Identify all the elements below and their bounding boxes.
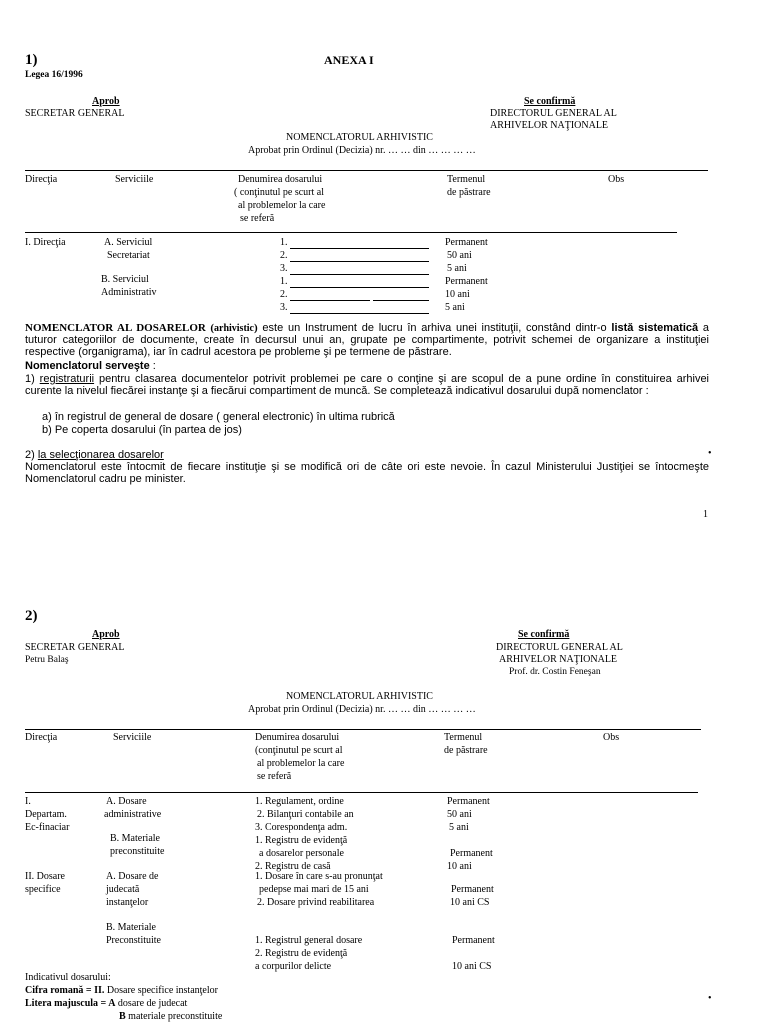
blank-field (290, 304, 429, 314)
blank-number: 1. (280, 237, 288, 248)
blank-number: 3. (280, 302, 288, 313)
blank-field (290, 252, 429, 262)
file-name: 1. Regulament, ordine (255, 796, 344, 807)
indicative-bold: B (119, 1011, 126, 1022)
header-direction-2: Direcţia (25, 732, 58, 743)
nomenclator-definition (25, 323, 709, 358)
term-value: Permanent (445, 276, 488, 287)
nomenclator-title-2: NOMENCLATORUL ARHIVISTIC (286, 691, 433, 702)
file-name: 2. Registru de casă (255, 861, 331, 872)
header-term-line: Termenul (444, 732, 483, 743)
terms-group3 (452, 934, 495, 973)
term-value: 5 ani (449, 822, 469, 833)
service-a-line: Secretariat (107, 250, 150, 261)
names-group1 (255, 795, 354, 873)
header-name-2 (255, 731, 344, 783)
page2-bullet: • (708, 993, 712, 1004)
names-group3 (255, 934, 362, 973)
director-line2: ARHIVELOR NAŢIONALE (490, 120, 609, 131)
header-term-line: Termenul (447, 174, 486, 185)
header-term-2 (444, 731, 488, 757)
header-term-line: de păstrare (444, 745, 488, 756)
blank-field (290, 291, 370, 301)
header-obs-2: Obs (603, 732, 620, 743)
term-value: 50 ani (447, 809, 472, 820)
service-preconstituted-2 (106, 921, 161, 947)
confirm-label: Se confirmă (524, 96, 576, 107)
page2-number: 2) (25, 608, 38, 624)
item-selection-text: Nomenclatorul este întocmit de fiecare instituţie şi se modifică ori de câte ori este nevoie. În cazul Ministerului Justiţiei se întocmeşte Nomenclatorul cadru pe minister. (25, 461, 709, 485)
header-name (234, 173, 326, 225)
header-obs: Obs (608, 174, 625, 185)
serves-heading (25, 361, 709, 373)
header-direction: Direcţia (25, 174, 58, 185)
item-number: 2) (25, 449, 38, 461)
item-text: pentru clasarea documentelor potrivit problemei pe care o conţine şi are scopul de a pune ordine în constituirea arhivei curente la nivelul fiecărei instanţe şi a fiecărui compartiment de muncă. Se completează indicativul dosarului după nomenclator : (25, 373, 710, 397)
service-a-line: A. Serviciul (104, 237, 153, 248)
item-underlined: registraturii (39, 373, 95, 385)
term-value: 5 ani (447, 263, 467, 274)
service-b-line: B. Serviciul (101, 274, 149, 285)
item-sub-a: a) în registrul de general de dosare ( general electronic) în ultima rubrică (42, 411, 395, 423)
item-underlined: la selecţionarea dosarelor (37, 449, 164, 461)
indicative-line (25, 997, 222, 1010)
blank-line (280, 301, 429, 314)
direction-economic (25, 795, 69, 834)
header-name-line: se referă (240, 213, 275, 224)
approve-label: Aprob (92, 96, 120, 107)
director-name: Prof. dr. Costin Feneşan (509, 667, 601, 677)
indicative-bold: Cifra romană = II. (25, 985, 105, 996)
names-group2 (255, 870, 383, 909)
service-line: preconstituite (110, 846, 165, 857)
def-bold: arhivistic (214, 323, 254, 334)
service-line: administrative (104, 809, 162, 820)
term-value: 10 ani CS (450, 897, 490, 908)
term-value: 10 ani (445, 289, 470, 300)
service-line: A. Dosare (106, 796, 147, 807)
indicative-text: Dosare specifice instanţelor (104, 985, 218, 996)
header-services-2: Serviciile (113, 732, 152, 743)
file-name: pedepse mai mari de 15 ani (259, 884, 369, 895)
direction-line: Ec-finaciar (25, 822, 70, 833)
indicative-bold: Litera majuscula = A (25, 998, 116, 1009)
indicative-title: Indicativul dosarului: (25, 972, 111, 983)
file-name: 1. Dosare în care s-au pronunţat (255, 871, 383, 882)
file-name: 1. Registrul general dosare (255, 935, 363, 946)
def-text: a tuturor categoriilor de documente, create în decursul unui an, grupate pe compartimente, potrivit schemei de organizare a instituţiei respective (organigrama), iar în cadrul acestora pe probleme şi pe termene de păstrare. (25, 322, 709, 358)
blank-line (280, 249, 429, 262)
blank-line (280, 236, 429, 249)
blank-number: 3. (280, 263, 288, 274)
secretary-label-2: SECRETAR GENERAL (25, 642, 125, 653)
indicative-block (25, 971, 222, 1023)
approved-by-line-2: Aprobat prin Ordinul (Decizia) nr. … … din … … … … (248, 704, 476, 715)
file-name: 2. Bilanţuri contabile an (257, 809, 354, 820)
item-registratura (25, 374, 709, 398)
director-line1: DIRECTORUL GENERAL AL (490, 108, 617, 119)
page1-number: 1) (25, 52, 38, 68)
service-line: B. Materiale (110, 833, 160, 844)
law-reference: Legea 16/1996 (25, 70, 83, 80)
direction-line: II. Dosare (25, 871, 65, 882)
blank-number: 2. (280, 289, 288, 300)
term-value: 50 ani (447, 250, 472, 261)
file-name: 3. Corespondenţa adm. (255, 822, 348, 833)
header-bottom-rule-2 (25, 792, 698, 793)
indicative-line (25, 984, 222, 997)
term-value (447, 834, 493, 847)
indicative-text: materiale preconstituite (125, 1011, 223, 1022)
def-bold: NOMENCLATOR AL DOSARELOR ( (25, 322, 214, 334)
blank-line (280, 262, 429, 275)
header-name-line: al problemelor la care (257, 758, 345, 769)
term-value: 5 ani (445, 302, 465, 313)
service-b (101, 273, 157, 299)
service-judgement-files (106, 870, 158, 909)
service-line: judecată (106, 884, 140, 895)
serves-text: : (149, 360, 156, 372)
term-value: Permanent (445, 237, 488, 248)
service-line: instanţelor (106, 897, 149, 908)
direction-specific (25, 870, 65, 896)
secretary-label: SECRETAR GENERAL (25, 108, 125, 119)
terms-column (445, 236, 488, 314)
page1-bullet: • (708, 448, 712, 459)
header-name-line: Denumirea dosarului (238, 174, 323, 185)
def-bold: listă sistematică (611, 322, 699, 334)
def-text: este un Instrument de lucru în arhiva unei instituţii, constând dintr-o (257, 322, 612, 334)
file-name: a dosarelor personale (259, 848, 344, 859)
header-top-rule-2 (25, 729, 701, 730)
director2-line2: ARHIVELOR NAŢIONALE (499, 654, 618, 665)
term-value: Permanent (451, 884, 494, 895)
term-value: 10 ani (447, 861, 472, 872)
file-name: 2. Registru de evidenţă (255, 948, 348, 959)
service-a (104, 236, 152, 262)
term-value: Permanent (450, 848, 493, 859)
header-bottom-rule (25, 232, 677, 233)
annex-title: ANEXA I (324, 53, 374, 67)
item-sub-b: b) Pe coperta dosarului (în partea de jos) (42, 424, 242, 436)
blank-field (290, 278, 429, 288)
header-name-line: Denumirea dosarului (255, 732, 340, 743)
direction-line: Departam. (25, 809, 67, 820)
direction-line: I. (25, 796, 31, 807)
header-term (447, 173, 491, 199)
page1-number-footer: 1 (703, 509, 708, 520)
row-direction: I. Direcţia (25, 237, 66, 248)
director2-line1: DIRECTORUL GENERAL AL (496, 642, 623, 653)
approve-label-2: Aprob (92, 629, 120, 640)
blank-field (290, 239, 429, 249)
blank-number: 2. (280, 250, 288, 261)
blank-line (280, 288, 429, 301)
term-value: Permanent (447, 796, 490, 807)
header-name-line: (conţinutul pe scurt al (255, 745, 343, 756)
approved-by-line: Aprobat prin Ordinul (Decizia) nr. … … din … … … … (248, 145, 476, 156)
service-admin-files (106, 795, 161, 821)
confirm-label-2: Se confirmă (518, 629, 570, 640)
indicative-line (119, 1010, 222, 1023)
blank-field (373, 291, 429, 301)
header-top-rule (25, 170, 708, 171)
terms-group1 (447, 795, 493, 873)
nomenclator-title: NOMENCLATORUL ARHIVISTIC (286, 132, 433, 143)
term-value: Permanent (452, 935, 495, 946)
item-number: 1) (25, 373, 40, 385)
service-preconstituted (110, 832, 164, 858)
header-term-line: de păstrare (447, 187, 491, 198)
serves-bold: Nomenclatorul serveşte (25, 360, 150, 372)
terms-group2 (451, 883, 494, 909)
header-name-line: se referă (257, 771, 292, 782)
service-line: B. Materiale (106, 922, 156, 933)
indicative-text: dosare de judecat (115, 998, 188, 1009)
blank-number: 1. (280, 276, 288, 287)
header-services: Serviciile (115, 174, 154, 185)
direction-line: specifice (25, 884, 61, 895)
blank-line (280, 275, 429, 288)
header-name-line: al problemelor la care (238, 200, 326, 211)
secretary-name: Petru Balaş (25, 655, 69, 665)
service-line: Preconstituite (106, 935, 161, 946)
header-name-line: ( conţinutul pe scurt al (234, 187, 324, 198)
blank-field (290, 265, 429, 275)
file-name: a corpurilor delicte (255, 961, 332, 972)
file-name: 2. Dosare privind reabilitarea (257, 897, 375, 908)
blank-lines (280, 236, 429, 314)
def-bold: ) (254, 322, 258, 334)
term-value: 10 ani CS (452, 961, 492, 972)
service-line: A. Dosare de (106, 871, 159, 882)
service-b-line: Administrativ (101, 287, 157, 298)
file-name: 1. Registru de evidenţă (255, 835, 348, 846)
term-value (452, 947, 495, 960)
